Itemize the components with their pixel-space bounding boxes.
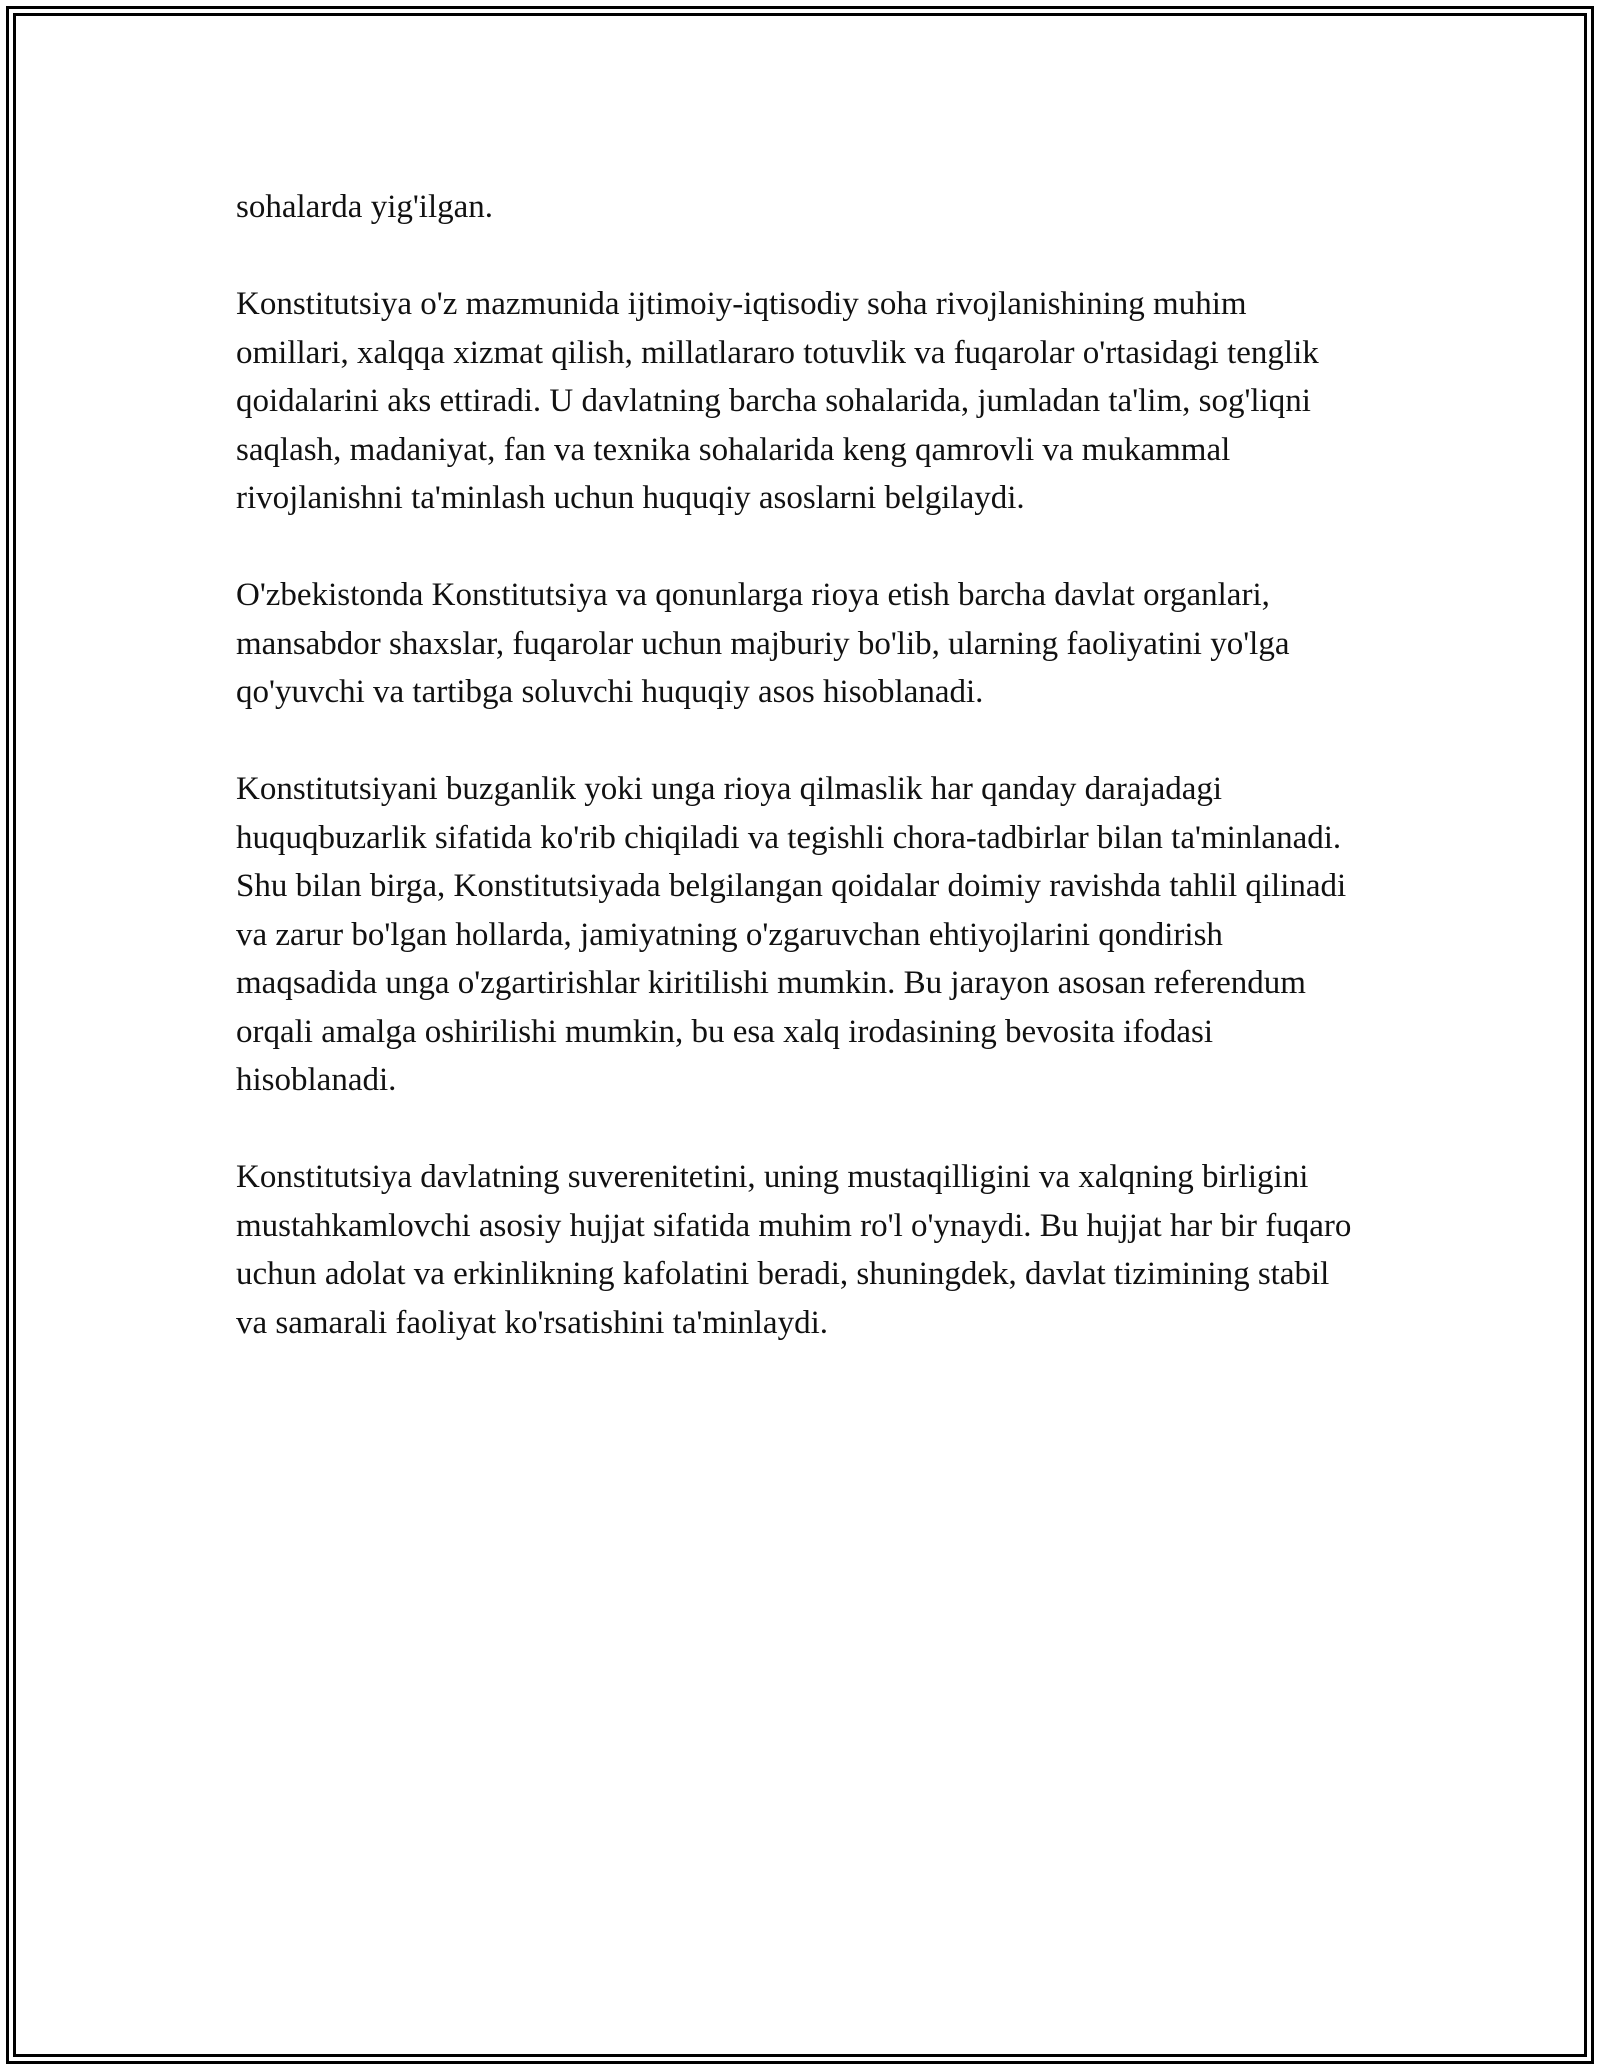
paragraph-4: Konstitutsiyani buzganlik yoki unga rioya qilmaslik har qanday darajadagi huquqbuzarlik sifatida ko'rib chiqiladi va tegishli chora-tadbirlar bilan ta'minlanadi. Shu bilan birga, Konstitutsiyada belgilangan qoidalar doimiy ravishda tahlil qilinadi va zarur bo'lgan hollarda, jamiyatning o'zgaruvchan ehtiyojlarini qondirish maqsadida unga o'zgartirishlar kiritilishi mumkin. Bu jarayon asosan referendum orqali amalga oshirilishi mumkin, bu esa xalq irodasining bevosita ifodasi hisoblanadi. — [236, 771, 1347, 1098]
paragraph-3: O'zbekistonda Konstitutsiya va qonunlarga rioya etish barcha davlat organlari, mansabdor shaxslar, fuqarolar uchun majburiy bo'lib, ularning faoliyatini yo'lga qo'yuvchi va tartibga soluvchi huquqiy asos hisoblanadi. — [236, 577, 1290, 710]
paragraph-1: sohalarda yig'ilgan. — [236, 189, 494, 225]
document-body — [236, 183, 1366, 1396]
paragraph-5: Konstitutsiya davlatning suverenitetini, uning mustaqilligini va xalqning birligini mustahkamlovchi asosiy hujjat sifatida muhim ro'l o'ynaydi. Bu hujjat har bir fuqaro uchun adolat va erkinlikning kafolatini beradi, shuningdek, davlat tizimining stabil va samarali faoliyat ko'rsatishini ta'minlaydi. — [236, 1159, 1352, 1341]
paragraph-2: Konstitutsiya o'z mazmunida ijtimoiy-iqtisodiy soha rivojlanishining muhim omillari, xalqqa xizmat qilish, millatlararo totuvlik va fuqarolar o'rtasidagi tenglik qoidalarini aks ettiradi. U davlatning barcha sohalarida, jumladan ta'lim, sog'liqni saqlash, madaniyat, fan va texnika sohalarida keng qamrovli va mukammal rivojlanishni ta'minlash uchun huquqiy asoslarni belgilaydi. — [236, 286, 1319, 516]
